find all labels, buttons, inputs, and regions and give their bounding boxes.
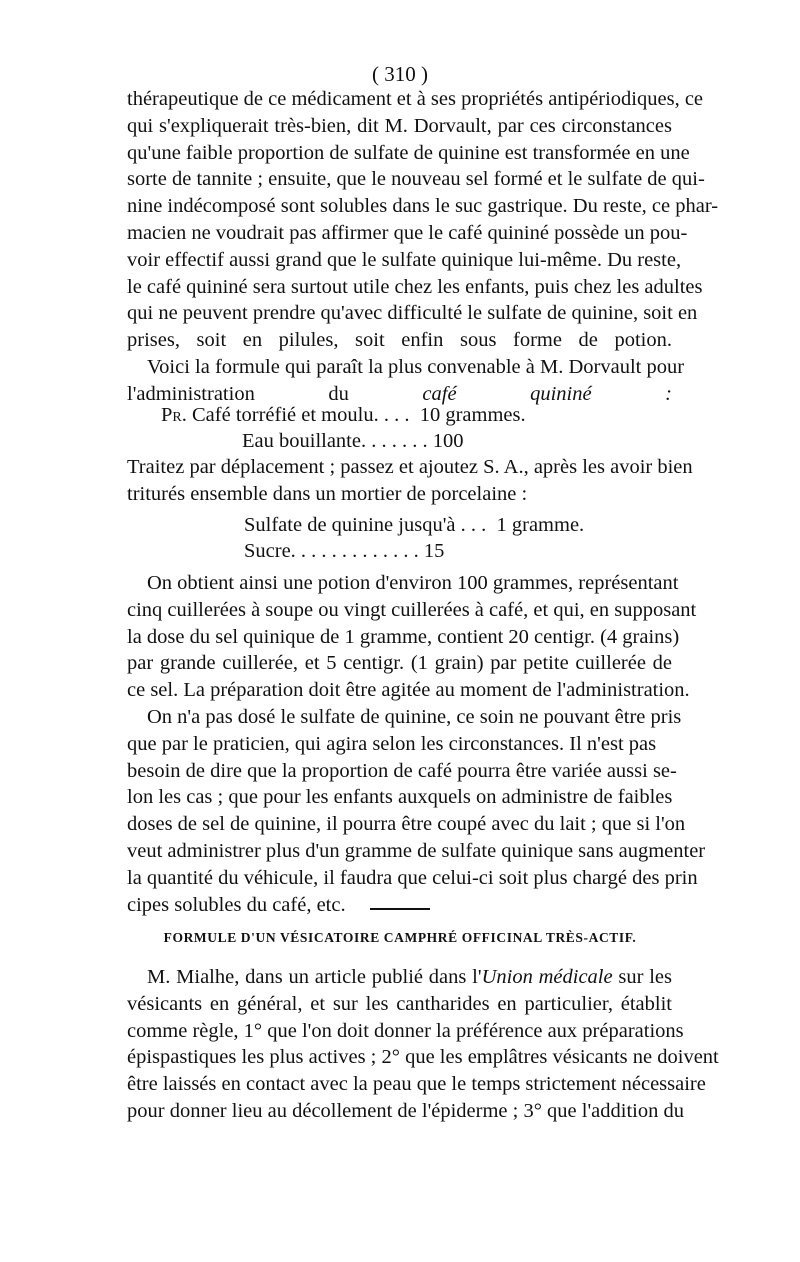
text-line: le café quininé sera surtout utile chez les enfants, puis chez les adultes: [127, 275, 703, 298]
recipe-pr-label: Pr.: [161, 404, 187, 426]
text-line: M. Mialhe, dans un article publié dans l'Union médicale sur les: [147, 966, 672, 988]
text-line: veut administrer plus d'un gramme de sulfate quinique sans augmenter: [127, 839, 706, 862]
recipe-line: Eau bouillante. . . . . . . 100: [242, 430, 464, 452]
paragraph-dosage: [127, 570, 706, 918]
recipe-line: [161, 402, 526, 428]
emphasis-union-medicale: Union médicale: [481, 966, 613, 988]
text-line: voir effectif aussi grand que le sulfate quinique lui-même. Du reste,: [127, 248, 682, 271]
text-line: l'administration du café quininé :: [127, 382, 672, 405]
text-line: épispastiques les plus actives ; 2° que les emplâtres vésicants ne doivent: [127, 1046, 719, 1069]
recipe-line: Sulfate de quinine jusqu'à . . . 1 gramme.: [244, 514, 585, 536]
text-line: cipes solubles du café, etc.: [127, 893, 346, 916]
emphasis-cafe-quinine: café quininé :: [422, 382, 672, 405]
text-line: prises, soit en pilules, soit enfin sous forme de potion.: [127, 329, 672, 352]
text-line: comme règle, 1° que l'on doit donner la préférence aux préparations: [127, 1019, 684, 1042]
paragraph-coffee-quinine: [127, 86, 719, 408]
text-line: Traitez par déplacement ; passez et ajoutez S. A., après les avoir bien: [127, 456, 693, 478]
text-line: besoin de dire que la proportion de café pourra être variée aussi se-: [127, 759, 677, 782]
text-line: macien ne voudrait pas affirmer que le café quininé possède un pou-: [127, 221, 688, 244]
text-line: la quantité du véhicule, il faudra que celui-ci soit plus chargé des prin: [127, 866, 698, 889]
text-line: que par le praticien, qui agira selon les circonstances. Il n'est pas: [127, 732, 657, 755]
recipe-line: Sucre. . . . . . . . . . . . . 15: [244, 540, 445, 562]
text-line: sorte de tannite ; ensuite, que le nouveau sel formé et le sulfate de qui-: [127, 168, 705, 191]
section-divider: [370, 908, 430, 910]
text-line: qui s'expliquerait très-bien, dit M. Dorvault, par ces circonstances: [127, 114, 672, 137]
text-line: triturés ensemble dans un mortier de porcelaine :: [127, 482, 528, 505]
section-heading: FORMULE D'UN VÉSICATOIRE CAMPHRÉ OFFICINAL TRÈS-ACTIF.: [163, 930, 637, 945]
text-line: Voici la formule qui paraît la plus convenable à M. Dorvault pour: [147, 355, 685, 378]
page-number: ( 310 ): [372, 62, 428, 86]
text-line: qu'une faible proportion de sulfate de quinine est transformée en une: [127, 141, 690, 164]
text-line: vésicants en général, et sur les cantharides en particulier, établit: [127, 992, 672, 1015]
text-line: On n'a pas dosé le sulfate de quinine, ce soin ne pouvant être pris: [147, 705, 682, 728]
paragraph-instructions: [127, 454, 693, 508]
text-line: nine indécomposé sont solubles dans le suc gastrique. Du reste, ce phar-: [127, 195, 719, 218]
text-line: ce sel. La préparation doit être agitée au moment de l'administration.: [127, 679, 690, 702]
text-line: être laissés en contact avec la peau que le temps strictement nécessaire: [127, 1073, 706, 1096]
text-line: pour donner lieu au décollement de l'épiderme ; 3° que l'addition du: [127, 1099, 684, 1122]
text-line: doses de sel de quinine, il pourra être coupé avec du lait ; que si l'on: [127, 813, 686, 836]
text-line: lon les cas ; que pour les enfants auxquels on administre de faibles: [127, 786, 673, 809]
recipe-ingredient: Café torréfié et moulu. . . . 10 grammes.: [186, 404, 526, 426]
text-line: cinq cuillerées à soupe ou vingt cuillerées à café, et qui, en supposant: [127, 598, 697, 621]
text-line: par grande cuillerée, et 5 centigr. (1 grain) par petite cuillerée de: [127, 652, 672, 675]
text-line: On obtient ainsi une potion d'environ 100 grammes, représentant: [147, 572, 679, 594]
text-line: qui ne peuvent prendre qu'avec difficulté le sulfate de quinine, soit en: [127, 302, 698, 325]
paragraph-mialhe: [127, 964, 719, 1125]
text-line: thérapeutique de ce médicament et à ses propriétés antipériodiques, ce: [127, 88, 704, 110]
text-line: la dose du sel quinique de 1 gramme, contient 20 centigr. (4 grains): [127, 625, 680, 648]
